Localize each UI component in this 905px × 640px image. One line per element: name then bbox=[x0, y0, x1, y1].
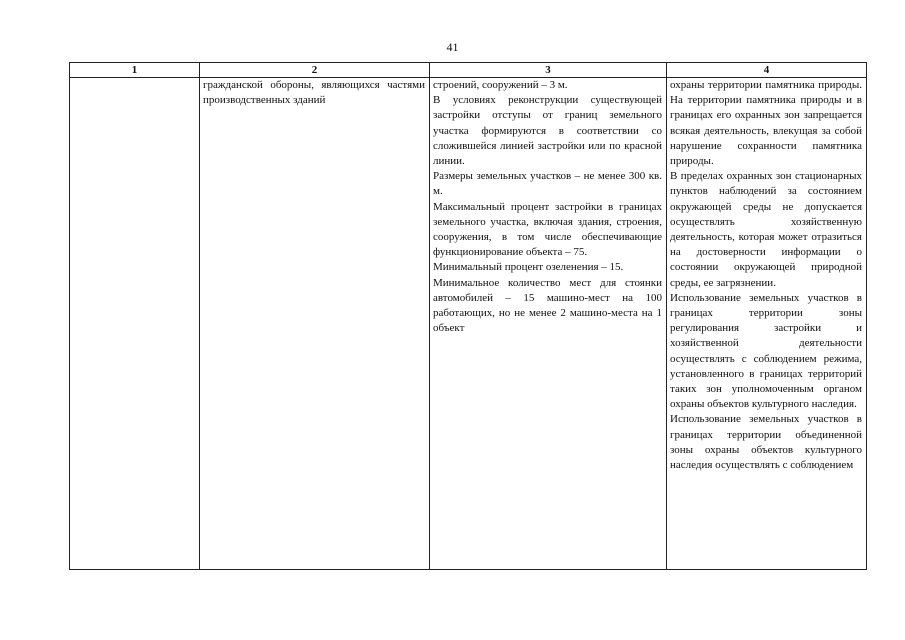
column-header-2: 2 bbox=[200, 63, 430, 78]
paragraph: Максимальный процент застройки в границах земельного участка, включая здания, строения, сооружения, в том числе обеспечивающие функционирование объекта – 75. bbox=[433, 200, 662, 259]
paragraph: строений, сооружений – 3 м. bbox=[433, 79, 568, 91]
paragraph: Минимальный процент озеленения – 15. bbox=[433, 261, 624, 274]
cell-col4 bbox=[667, 78, 867, 570]
header-row bbox=[70, 63, 867, 78]
paragraph: Минимальное количество мест для стоянки автомобилей – 15 машино-мест на 100 работающих, но не менее 2 машино-места на 1 объект bbox=[433, 276, 662, 335]
cell-col3 bbox=[430, 78, 667, 570]
cell-col1 bbox=[70, 78, 200, 570]
paragraph: охраны территории памятника природы. На территории памятника природы и в границах его охранных зон запрещается всякая деятельность, влекущая за собой нарушение сохранности памятника природы. bbox=[670, 79, 862, 168]
paragraph: Использование земельных участков в границах территории зоны регулирования застройки и хозяйственной деятельности осуществлять с соблюдением режима, установленного в границах территорий таких зон уполномоченным органом охраны объектов культурного наследия. bbox=[670, 291, 862, 411]
cell-col2: гражданской обороны, являющихся частями производственных зданий bbox=[200, 78, 430, 570]
paragraph: В условиях реконструкции существующей застройки отступы от границ земельного участка формируются в соответствии со сложившейся линией застройки или по красной линии. bbox=[433, 94, 662, 168]
paragraph: В пределах охранных зон стационарных пунктов наблюдений за состоянием окружающей среды не допускается осуществлять хозяйственную деятельность, которая может отразиться на достоверности информации о состоянии окружающей природной среды, ее загрязнении. bbox=[670, 170, 862, 289]
table-row bbox=[70, 78, 867, 570]
regulations-table bbox=[69, 62, 867, 570]
paragraph: Размеры земельных участков – не менее 300 кв. м. bbox=[433, 170, 662, 198]
paragraph: Использование земельных участков в границах территории объединенной зоны охраны объектов культурного наследия осуществлять с соблюдением bbox=[670, 413, 862, 472]
cell-col4-content bbox=[670, 78, 862, 569]
column-header-3: 3 bbox=[430, 63, 667, 78]
column-header-4: 4 bbox=[667, 63, 867, 78]
page-number: 41 bbox=[446, 40, 459, 54]
column-header-1: 1 bbox=[70, 63, 200, 78]
